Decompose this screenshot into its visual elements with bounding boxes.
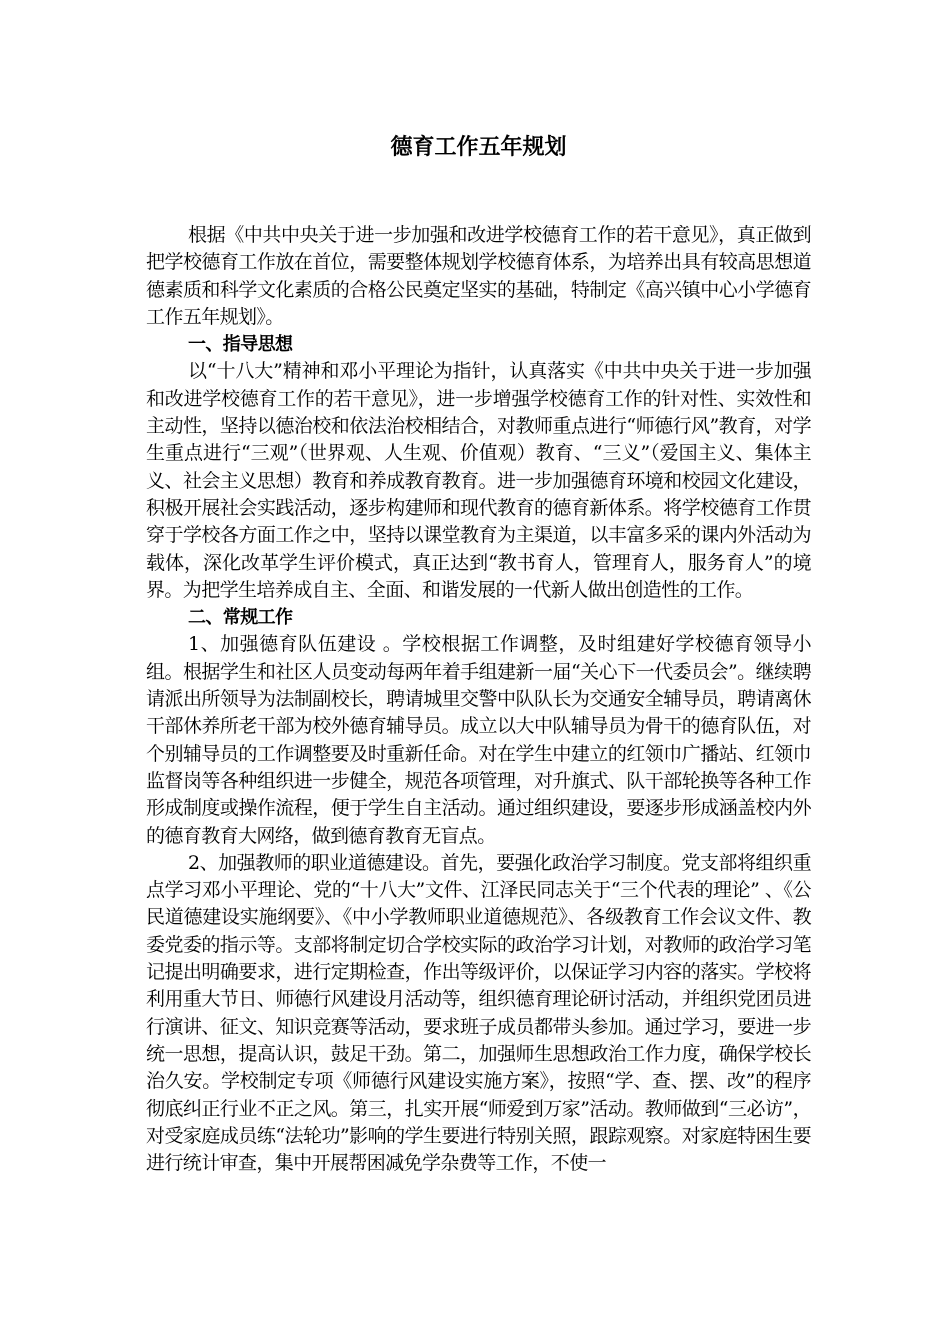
document-title: 德育工作五年规划: [390, 135, 567, 160]
routine-work-item-1: 1、加强德育队伍建设 。学校根据工作调整，及时组建好学校德育领导小组。根据学生和社区人员变动每两年着手组建新一届“关心下一代委员会”。继续聘请派出所领导为法制副校长，聘请城里交警中队队长为交通安全辅导员，聘请离休干部休养所老干部为校外德育辅导员。成立以大中队辅导员为骨干的德育队伍，对个别辅导员的工作调整要及时重新任命。对在学生中建立的红领巾广播站、红领巾监督岗等各种组织进一步健全，规范各项管理，对升旗式、队干部轮换等各种工作形成制度或操作流程，便于学生自主活动。通过组织建设，要逐步形成涵盖校内外的德育教育大网络，做到德育教育无盲点。: [146, 633, 811, 847]
document-body: [146, 222, 811, 1177]
intro-paragraph: 根据《中共中央关于进一步加强和改进学校德育工作的若干意见》，真正做到把学校德育工作放在首位，需要整体规划学校德育体系，为培养出具有较高思想道德素质和科学文化素质的合格公民奠定坚实的基础，特制定《高兴镇中心小学德育工作五年规划》。: [146, 224, 811, 328]
section-heading-routine-work: 二、常规工作: [188, 607, 293, 629]
routine-work-item-2: 2、加强教师的职业道德建设。首先，要强化政治学习制度。党支部将组织重点学习邓小平理论、党的“十八大”文件、江泽民同志关于“三个代表的理论” 、《公民道德建设实施纲要》、《中小学教师职业道德规范》、各级教育工作会议文件、教委党委的指示等。支部将制定切合学校实际的政治学习计划，对教师的政治学习笔记提出明确要求，进行定期检查，作出等级评价，以保证学习内容的落实。学校将利用重大节日、师德行风建设月活动等，组织德育理论研讨活动，并组织党团员进行演讲、征文、知识竞赛等活动，要求班子成员都带头参加。通过学习，要进一步统一思想，提高认识，鼓足干劲。第二，加强师生思想政治工作力度，确保学校长治久安。学校制定专项《师德行风建设实施方案》，按照“学、查、摆、改”的程序彻底纠正行业不正之风。第三，扎实开展“师爱到万家”活动。教师做到“三必访”，对受家庭成员练“法轮功”影响的学生要进行特别关照，跟踪观察。对家庭特困生要进行统计审查，集中开展帮困减免学杂费等工作，不使一: [146, 851, 811, 1175]
guiding-ideology-paragraph: 以“十八大”精神和邓小平理论为指针，认真落实《中共中央关于进一步加强和改进学校德育工作的若干意见》，进一步增强学校德育工作的针对性、实效性和主动性，坚持以德治校和依法治校相结合，对教师重点进行“师德行风”教育，对学生重点进行“三观”（世界观、人生观、价值观）教育、“三义”（爱国主义、集体主义、社会主义思想）教育和养成教育教育。进一步加强德育环境和校园文化建设，积极开展社会实践活动，逐步构建师和现代教育的德育新体系。将学校德育工作贯穿于学校各方面工作之中，坚持以课堂教育为主渠道，以丰富多采的课内外活动为载体，深化改革学生评价模式，真正达到“教书育人，管理育人，服务育人”的境界。为把学生培养成自主、全面、和谐发展的一代新人做出创造性的工作。: [146, 360, 811, 601]
section-heading-guiding-ideology: 一、指导思想: [188, 334, 293, 356]
